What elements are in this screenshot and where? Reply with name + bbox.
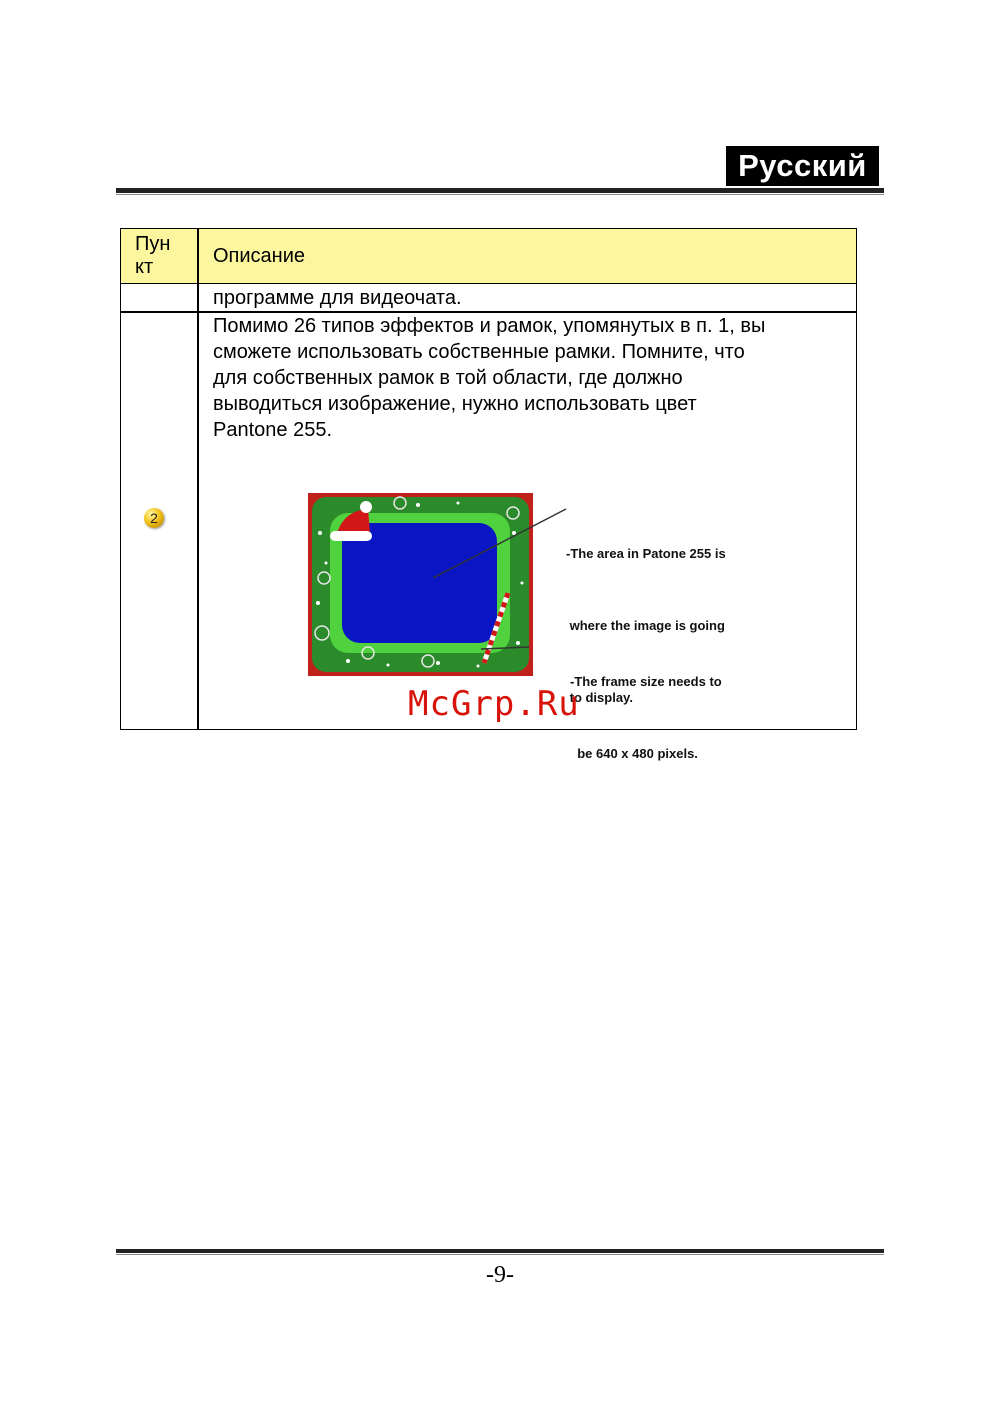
header-description-column: Описание bbox=[213, 245, 306, 267]
annotation-1-line-3: to display. bbox=[566, 690, 633, 705]
row-2-line-1: Помимо 26 типов эффектов и рамок, упомянутых в п. 1, вы bbox=[213, 315, 766, 337]
number-2-badge-icon: 2 bbox=[144, 508, 164, 528]
annotation-1-line-1: -The area in Patone 255 is bbox=[566, 546, 726, 561]
header-rule bbox=[116, 188, 884, 193]
page-number: -9- bbox=[486, 1262, 514, 1288]
language-badge: Русский bbox=[726, 146, 879, 186]
footer-rule bbox=[116, 1249, 884, 1253]
row-2-line-2: сможете использовать собственные рамки. Помните, что bbox=[213, 341, 745, 363]
annotation-2-line-1: -The frame size needs to bbox=[570, 674, 722, 689]
annotation-frame-size bbox=[570, 622, 722, 814]
header-item-line-1: Пун bbox=[135, 233, 171, 255]
table-row-1-text: программе для видеочата. bbox=[213, 287, 462, 309]
table-header-row bbox=[121, 229, 856, 284]
row-2-line-3: для собственных рамок в той области, где должно bbox=[213, 367, 683, 389]
row-2-line-5: Pantone 255. bbox=[213, 419, 332, 441]
description-table bbox=[120, 228, 857, 761]
annotation-1-line-2: where the image is going bbox=[566, 618, 725, 633]
row-2-line-4: выводиться изображение, нужно использовать цвет bbox=[213, 393, 697, 415]
christmas-frame-image bbox=[308, 493, 533, 676]
annotation-2-line-2: be 640 x 480 pixels. bbox=[570, 746, 698, 761]
header-item-column bbox=[135, 233, 170, 279]
column-divider bbox=[197, 229, 199, 729]
watermark-text: McGrp.Ru bbox=[408, 684, 580, 724]
table-row-2-text bbox=[213, 313, 765, 443]
header-item-line-2: кт bbox=[135, 256, 154, 278]
